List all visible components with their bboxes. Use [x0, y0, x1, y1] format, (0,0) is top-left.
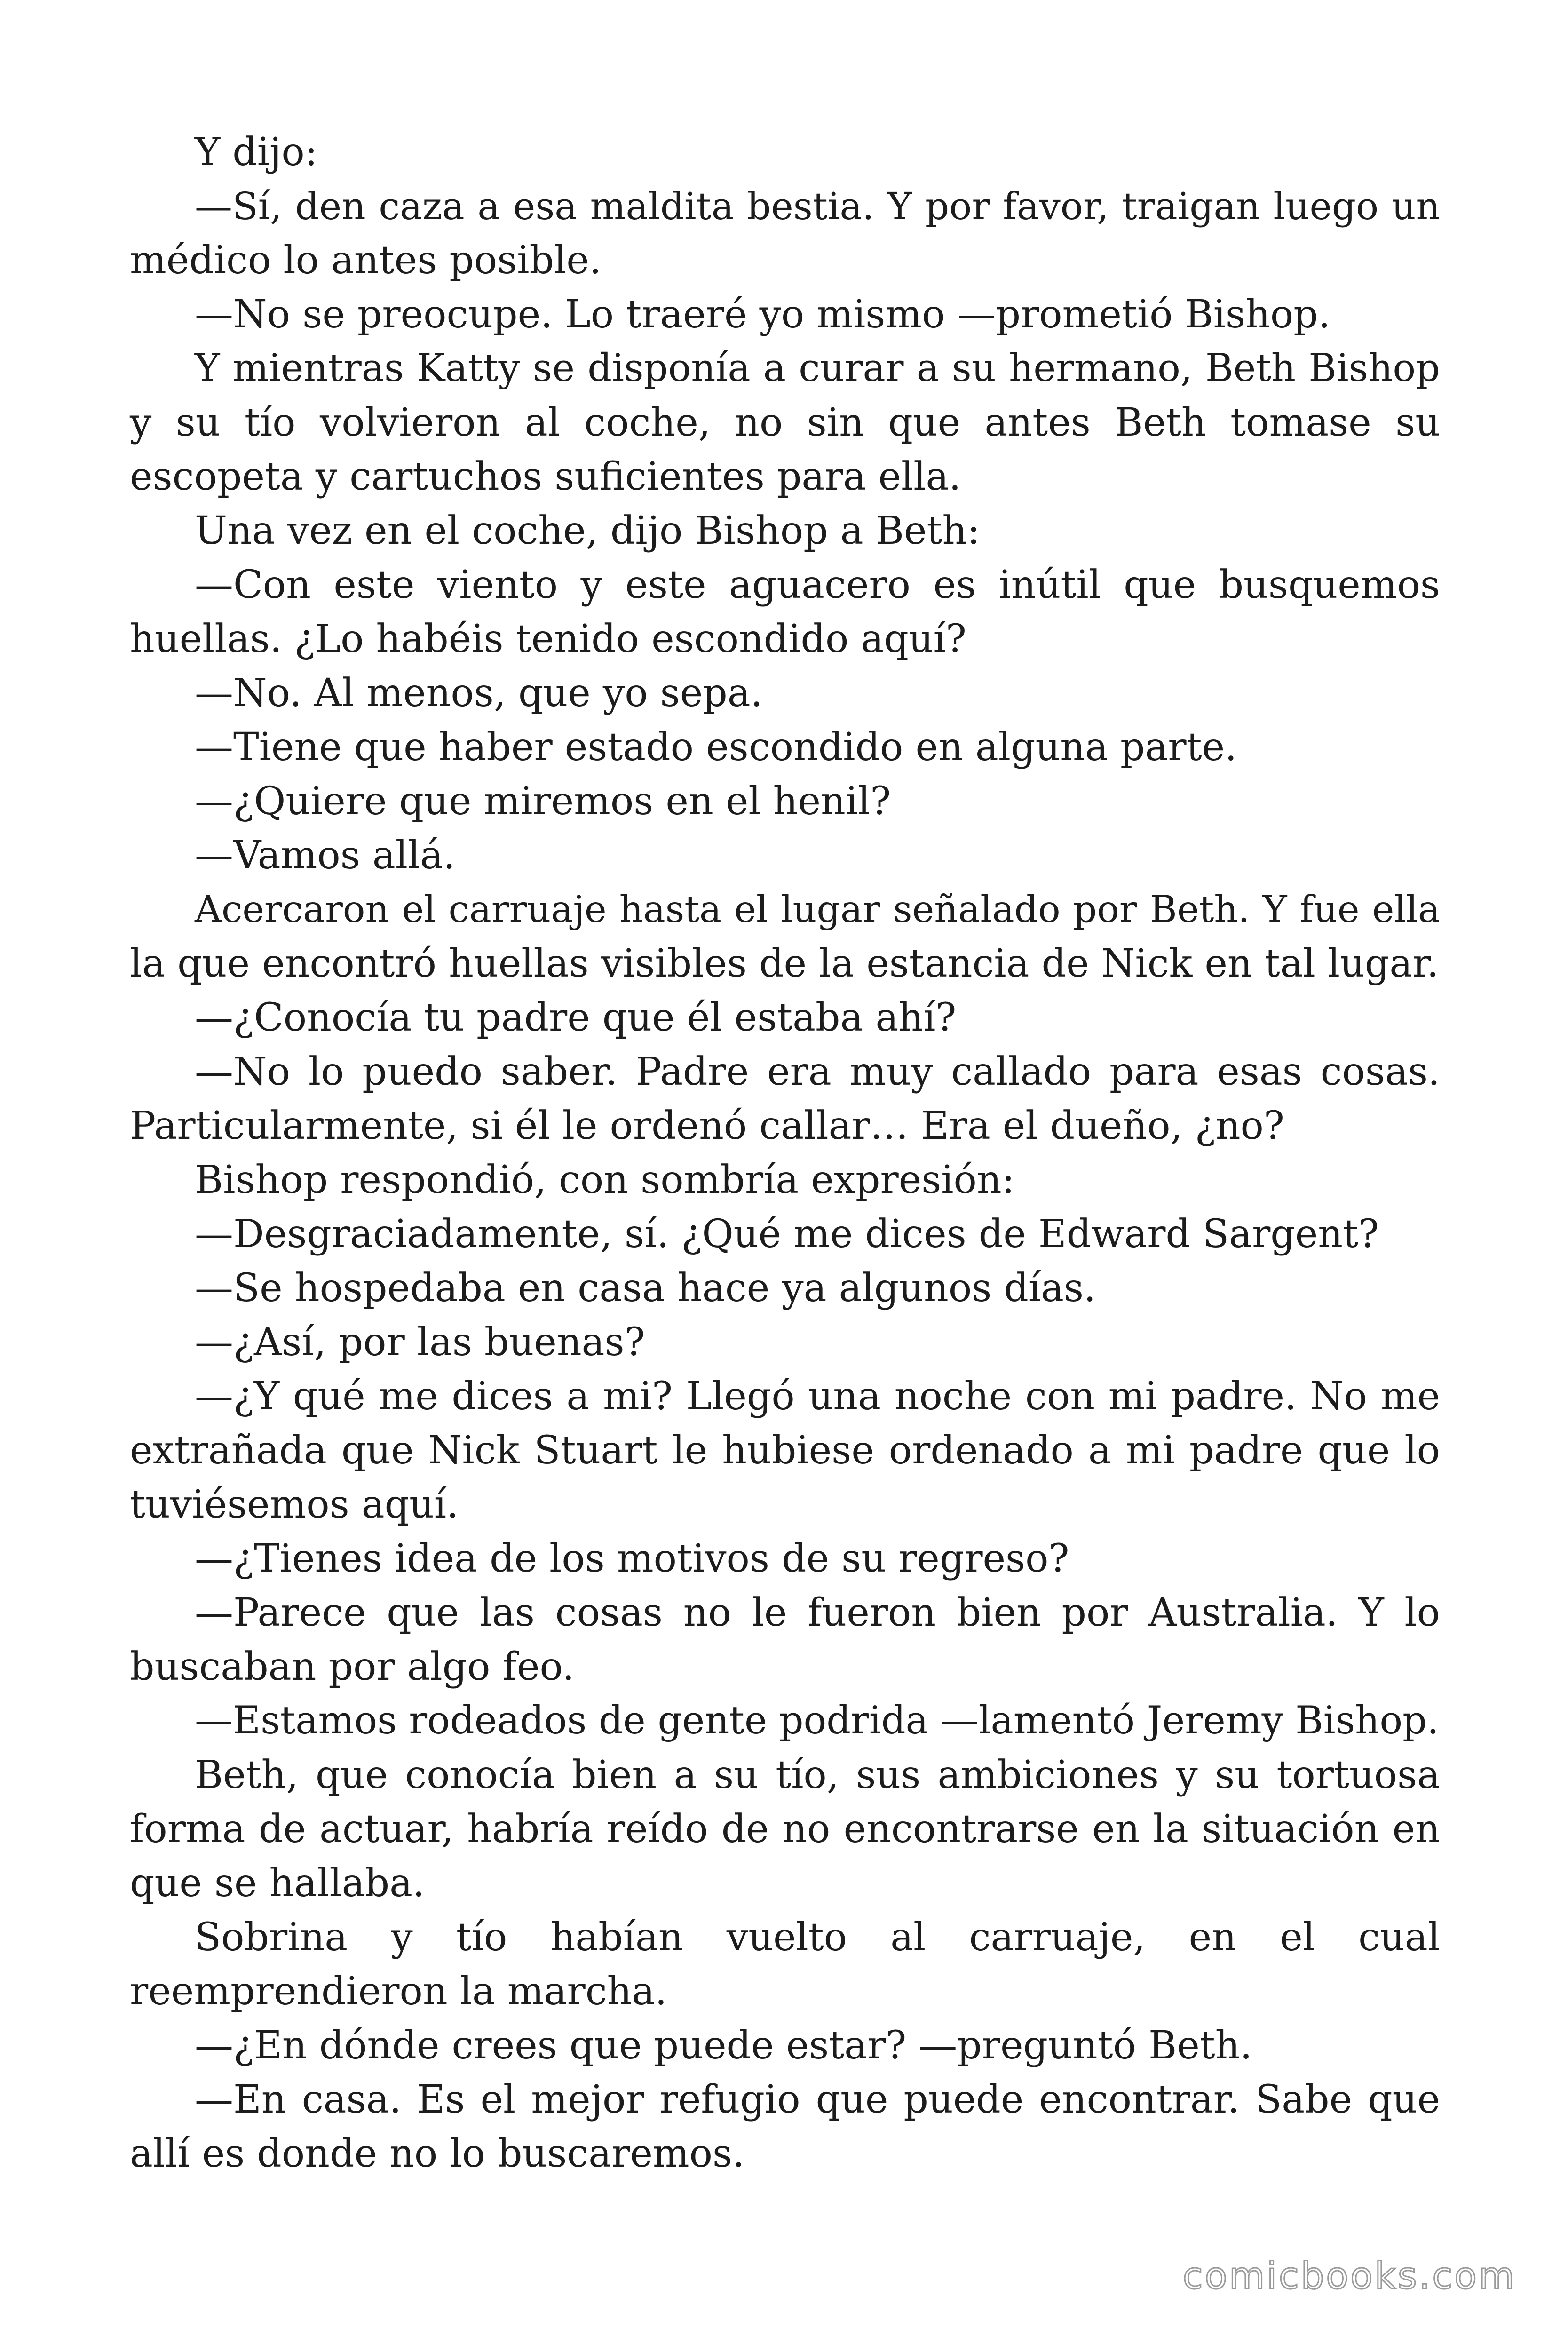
text-line: escopeta y cartuchos suficientes para ella. — [130, 454, 961, 499]
text-line: forma de actuar, habría reído de no encontrarse en la situación en — [130, 1807, 1440, 1851]
watermark: comicbooks.com — [1182, 2255, 1516, 2297]
text-line: Beth, que conocía bien a su tío, sus ambiciones y su tortuosa — [195, 1753, 1440, 1797]
text-line: —¿En dónde crees que puede estar? —preguntó Beth. — [195, 2023, 1252, 2068]
text-line: —Parece que las cosas no le fueron bien por Australia. Y lo — [195, 1590, 1440, 1635]
text-line: reemprendieron la marcha. — [130, 1969, 667, 2014]
text-line: Bishop respondió, con sombría expresión: — [195, 1158, 1015, 1202]
text-line: —¿Conocía tu padre que él estaba ahí? — [195, 995, 957, 1040]
text-line: —No lo puedo saber. Padre era muy callado para esas cosas. — [195, 1049, 1440, 1094]
text-line: —En casa. Es el mejor refugio que puede encontrar. Sabe que — [195, 2077, 1440, 2122]
text-line: Particularmente, si él le ordenó callar… Era el dueño, ¿no? — [130, 1104, 1284, 1148]
text-line: Y mientras Katty se disponía a curar a su hermano, Beth Bishop — [195, 346, 1440, 390]
text-line: —Vamos allá. — [195, 833, 456, 878]
text-line: —Estamos rodeados de gente podrida —lamentó Jeremy Bishop. — [195, 1699, 1439, 1743]
text-line: —¿Quiere que miremos en el henil? — [195, 779, 891, 824]
text-line: médico lo antes posible. — [130, 238, 602, 283]
text-line: y su tío volvieron al coche, no sin que antes Beth tomase su — [130, 400, 1440, 445]
text-line: —Sí, den caza a esa maldita bestia. Y por favor, traigan luego un — [195, 184, 1440, 228]
text-line: Sobrina y tío habían vuelto al carruaje, en el cual — [195, 1915, 1440, 1960]
text-line: —Se hospedaba en casa hace ya algunos días. — [195, 1266, 1096, 1311]
text-line: la que encontró huellas visibles de la estancia de Nick en tal lugar. — [130, 941, 1439, 986]
text-line: Acercaron el carruaje hasta el lugar señalado por Beth. Y fue ella — [195, 888, 1440, 931]
text-line: que se hallaba. — [130, 1861, 425, 1906]
text-line: —Desgraciadamente, sí. ¿Qué me dices de Edward Sargent? — [195, 1212, 1379, 1256]
text-line: allí es donde no lo buscaremos. — [130, 2131, 745, 2176]
text-line: buscaban por algo feo. — [130, 1645, 575, 1689]
text-line: —No se preocupe. Lo traeré yo mismo —prometió Bishop. — [195, 292, 1330, 337]
text-line: —¿Tienes idea de los motivos de su regreso? — [195, 1536, 1069, 1581]
text-line: Una vez en el coche, dijo Bishop a Beth: — [195, 509, 980, 553]
text-line: huellas. ¿Lo habéis tenido escondido aquí? — [130, 617, 966, 661]
text-line: —Tiene que haber estado escondido en alguna parte. — [195, 725, 1237, 770]
text-line: Y dijo: — [195, 130, 318, 175]
text-line: —¿Y qué me dices a mi? Llegó una noche con mi padre. No me — [195, 1374, 1440, 1419]
text-line: —¿Así, por las buenas? — [195, 1320, 645, 1365]
text-line: —No. Al menos, que yo sepa. — [195, 671, 763, 715]
text-line: extrañada que Nick Stuart le hubiese ordenado a mi padre que lo — [130, 1428, 1440, 1473]
text-line: —Con este viento y este aguacero es inútil que busquemos — [195, 563, 1440, 607]
text-line: tuviésemos aquí. — [130, 1482, 459, 1527]
